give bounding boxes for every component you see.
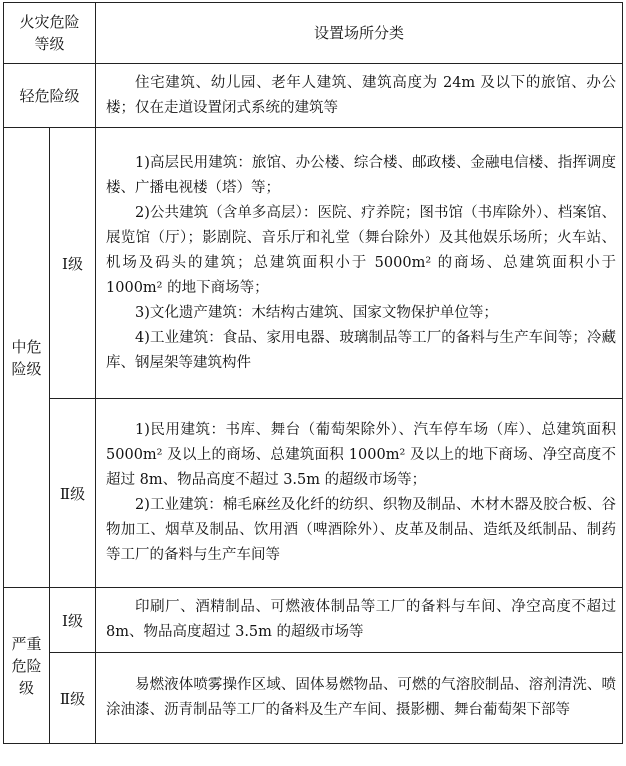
medium-hazard-label bbox=[4, 128, 50, 588]
severe-hazard-label-line2: 危险 bbox=[11, 656, 42, 675]
severe-hazard-label-line3: 级 bbox=[18, 678, 34, 697]
severe-level2-text: 易燃液体喷雾操作区域、固体易燃物品、可燃的气溶胶制品、溶剂清洗、喷涂油漆、沥青制品等工厂的备料及生产车间、摄影棚、舞台葡萄架下部等 bbox=[106, 677, 616, 718]
table-header-row bbox=[4, 3, 623, 64]
severe-hazard-label bbox=[4, 588, 50, 744]
header-hazard-level-line1: 火灾危险 bbox=[19, 13, 80, 31]
fire-hazard-classification-table bbox=[3, 2, 623, 744]
severe-level1-description bbox=[96, 588, 623, 653]
table-row-severe-1 bbox=[4, 588, 623, 653]
light-hazard-description bbox=[96, 64, 623, 128]
medium-hazard-label-line1: 中危 bbox=[11, 337, 42, 356]
severe-level1-label: Ⅰ级 bbox=[50, 588, 96, 653]
medium-hazard-label-line2: 险级 bbox=[11, 359, 42, 378]
header-hazard-level bbox=[4, 3, 96, 64]
light-hazard-text: 住宅建筑、幼儿园、老年人建筑、建筑高度为 24m 及以下的旅馆、办公楼；仅在走道设置闭式系统的建筑等 bbox=[106, 74, 616, 116]
table-row-medium-2 bbox=[4, 399, 623, 588]
medium-level1-item: 4)工业建筑：食品、家用电器、玻璃制品等工厂的备料与生产车间等；冷藏库、钢屋架等建筑构件 bbox=[106, 329, 616, 371]
medium-level2-description bbox=[96, 399, 623, 588]
table-row-medium-1 bbox=[4, 128, 623, 399]
light-hazard-label: 轻危险级 bbox=[4, 64, 96, 128]
table-row-severe-2 bbox=[4, 653, 623, 744]
severe-level1-text: 印刷厂、酒精制品、可燃液体制品等工厂的备料与车间、净空高度不超过 8m、物品高度超过 3.5m 的超级市场等 bbox=[106, 599, 616, 640]
severe-level2-label: Ⅱ级 bbox=[50, 653, 96, 744]
severe-hazard-label-line1: 严重 bbox=[11, 634, 42, 653]
header-hazard-level-line2: 等级 bbox=[34, 35, 65, 53]
table-row-light bbox=[4, 64, 623, 128]
medium-level2-item: 1)民用建筑：书库、舞台（葡萄架除外）、汽车停车场（库）、总建筑面积 5000m² 及以上的商场、总建筑面积 1000m² 及以上的地下商场、净空高度不超过 8m、物品高度不超过 3.5m 的超级市场等； bbox=[106, 422, 616, 488]
medium-level2-item: 2)工业建筑：棉毛麻丝及化纤的纺织、织物及制品、木材木器及胶合板、谷物加工、烟草及制品、饮用酒（啤酒除外）、皮革及制品、造纸及纸制品、制药等工厂的备料与生产车间等 bbox=[106, 497, 616, 563]
medium-level1-item: 3)文化遗产建筑：木结构古建筑、国家文物保护单位等； bbox=[135, 304, 498, 321]
medium-level1-label: Ⅰ级 bbox=[50, 128, 96, 399]
medium-level1-item: 2)公共建筑（含单多高层）：医院、疗养院；图书馆（书库除外）、档案馆、展览馆（厅）；影剧院、音乐厅和礼堂（舞台除外）及其他娱乐场所；火车站、机场及码头的建筑；总建筑面积小于 5000m² 的商场、总建筑面积小于 1000m² 的地下商场等； bbox=[106, 204, 616, 296]
medium-level1-item: 1)高层民用建筑：旅馆、办公楼、综合楼、邮政楼、金融电信楼、指挥调度楼、广播电视楼（塔）等； bbox=[106, 154, 616, 196]
medium-level2-label: Ⅱ级 bbox=[50, 399, 96, 588]
header-category: 设置场所分类 bbox=[96, 3, 623, 64]
medium-level1-description bbox=[96, 128, 623, 399]
severe-level2-description bbox=[96, 653, 623, 744]
